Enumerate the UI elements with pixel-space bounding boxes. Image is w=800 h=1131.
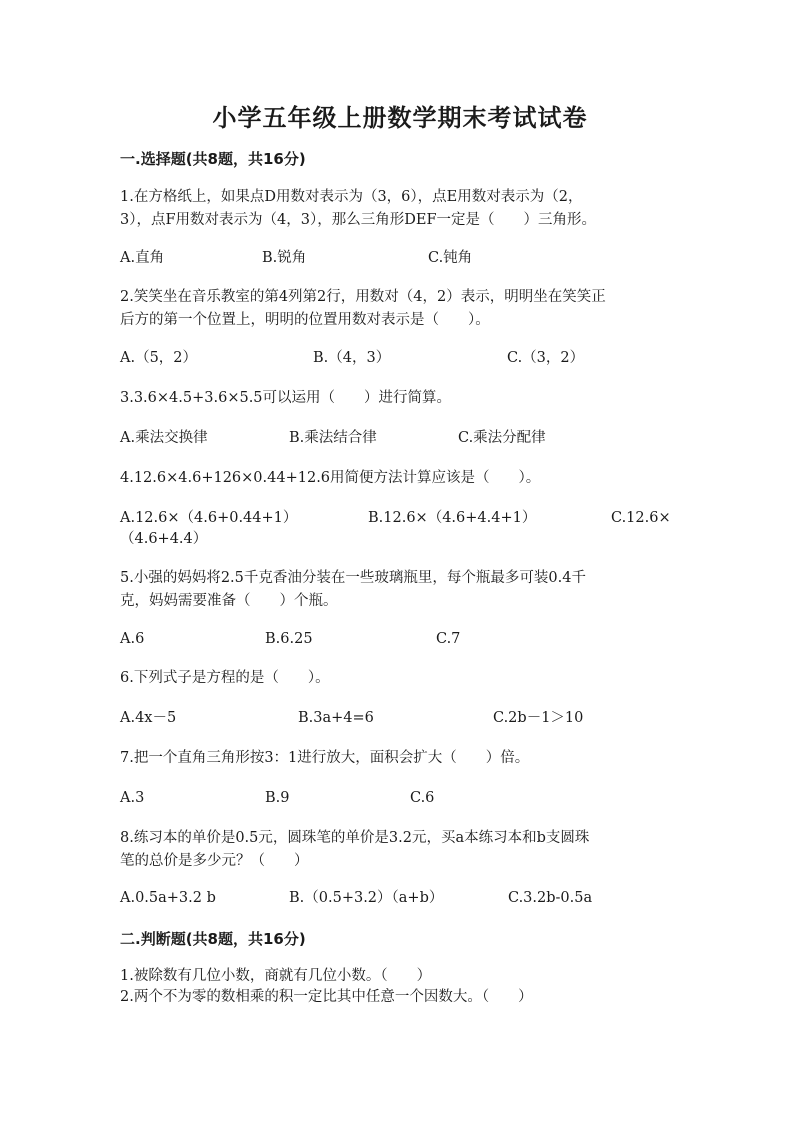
question-8 xyxy=(120,827,680,873)
question-1-line-2: 3），点F用数对表示为（4，3），那么三角形DEF一定是（ ）三角形。 xyxy=(120,212,597,228)
question-8-line-2: 笔的总价是多少元？（ ） xyxy=(120,853,309,869)
question-1-line-1: 1.在方格纸上，如果点D用数对表示为（3，6），点E用数对表示为（2， xyxy=(120,189,583,205)
question-3 xyxy=(120,387,680,410)
question-1-option-c: C.钝角 xyxy=(428,250,473,266)
question-6-line-1: 6.下列式子是方程的是（ ）。 xyxy=(120,670,330,686)
question-5 xyxy=(120,567,680,613)
question-2-option-b: B.（4，3） xyxy=(313,350,391,366)
question-3-option-a: A.乘法交换律 xyxy=(120,430,208,446)
question-2-option-c: C.（3，2） xyxy=(507,350,585,366)
question-3-option-b: B.乘法结合律 xyxy=(289,430,377,446)
question-6-option-a: A.4x－5 xyxy=(120,710,177,726)
question-7-line-1: 7.把一个直角三角形按3：1进行放大，面积会扩大（ ）倍。 xyxy=(120,750,530,766)
question-5-option-b: B.6.25 xyxy=(265,631,313,647)
question-5-option-c: C.7 xyxy=(436,631,461,647)
question-4-option-c: C.12.6× xyxy=(611,510,671,526)
question-6 xyxy=(120,667,680,690)
question-7 xyxy=(120,747,680,770)
question-1 xyxy=(120,186,680,232)
section-heading-judgment: 二.判断题(共8题，共16分) xyxy=(120,930,306,948)
question-2-line-2: 后方的第一个位置上，明明的位置用数对表示是（ ）。 xyxy=(120,312,490,328)
section-heading-choice: 一.选择题(共8题，共16分) xyxy=(120,150,306,168)
judgment-question-2: 2.两个不为零的数相乘的积一定比其中任意一个因数大。（ ） xyxy=(120,989,533,1005)
question-1-option-a: A.直角 xyxy=(120,250,165,266)
question-7-option-c: C.6 xyxy=(410,790,435,806)
question-1-option-b: B.锐角 xyxy=(262,250,307,266)
question-8-line-1: 8.练习本的单价是0.5元，圆珠笔的单价是3.2元，买a本练习本和b支圆珠 xyxy=(120,830,590,846)
question-5-option-a: A.6 xyxy=(120,631,145,647)
question-2-option-a: A.（5，2） xyxy=(120,350,198,366)
question-8-option-b: B.（0.5+3.2）（a+b） xyxy=(289,890,444,906)
question-4 xyxy=(120,467,680,490)
question-8-option-c: C.3.2b-0.5a xyxy=(508,890,593,906)
question-2 xyxy=(120,286,680,332)
question-6-option-c: C.2b－1＞10 xyxy=(493,710,584,726)
question-6-option-b: B.3a+4=6 xyxy=(298,710,374,726)
judgment-question-1: 1.被除数有几位小数，商就有几位小数。（ ） xyxy=(120,968,432,984)
question-7-option-a: A.3 xyxy=(120,790,145,806)
question-4-option-b: B.12.6×（4.6+4.4+1） xyxy=(368,510,537,526)
question-3-line-1: 3.3.6×4.5+3.6×5.5可以运用（ ）进行简算。 xyxy=(120,390,452,406)
page-title: 小学五年级上册数学期末考试试卷 xyxy=(212,103,588,132)
question-3-option-c: C.乘法分配律 xyxy=(458,430,546,446)
question-2-line-1: 2.笑笑坐在音乐教室的第4列第2行，用数对（4，2）表示，明明坐在笑笑正 xyxy=(120,289,606,305)
question-4-line-1: 4.12.6×4.6+126×0.44+12.6用简便方法计算应该是（ ）。 xyxy=(120,470,541,486)
question-5-line-1: 5.小强的妈妈将2.5千克香油分装在一些玻璃瓶里，每个瓶最多可装0.4千 xyxy=(120,570,586,586)
question-4-option-a: A.12.6×（4.6+0.44+1） xyxy=(120,510,298,526)
question-7-option-b: B.9 xyxy=(265,790,290,806)
question-4-option-c-continued: （4.6+4.4） xyxy=(120,531,208,547)
question-8-option-a: A.0.5a+3.2 b xyxy=(120,890,216,906)
question-5-line-2: 克，妈妈需要准备（ ）个瓶。 xyxy=(120,593,338,609)
